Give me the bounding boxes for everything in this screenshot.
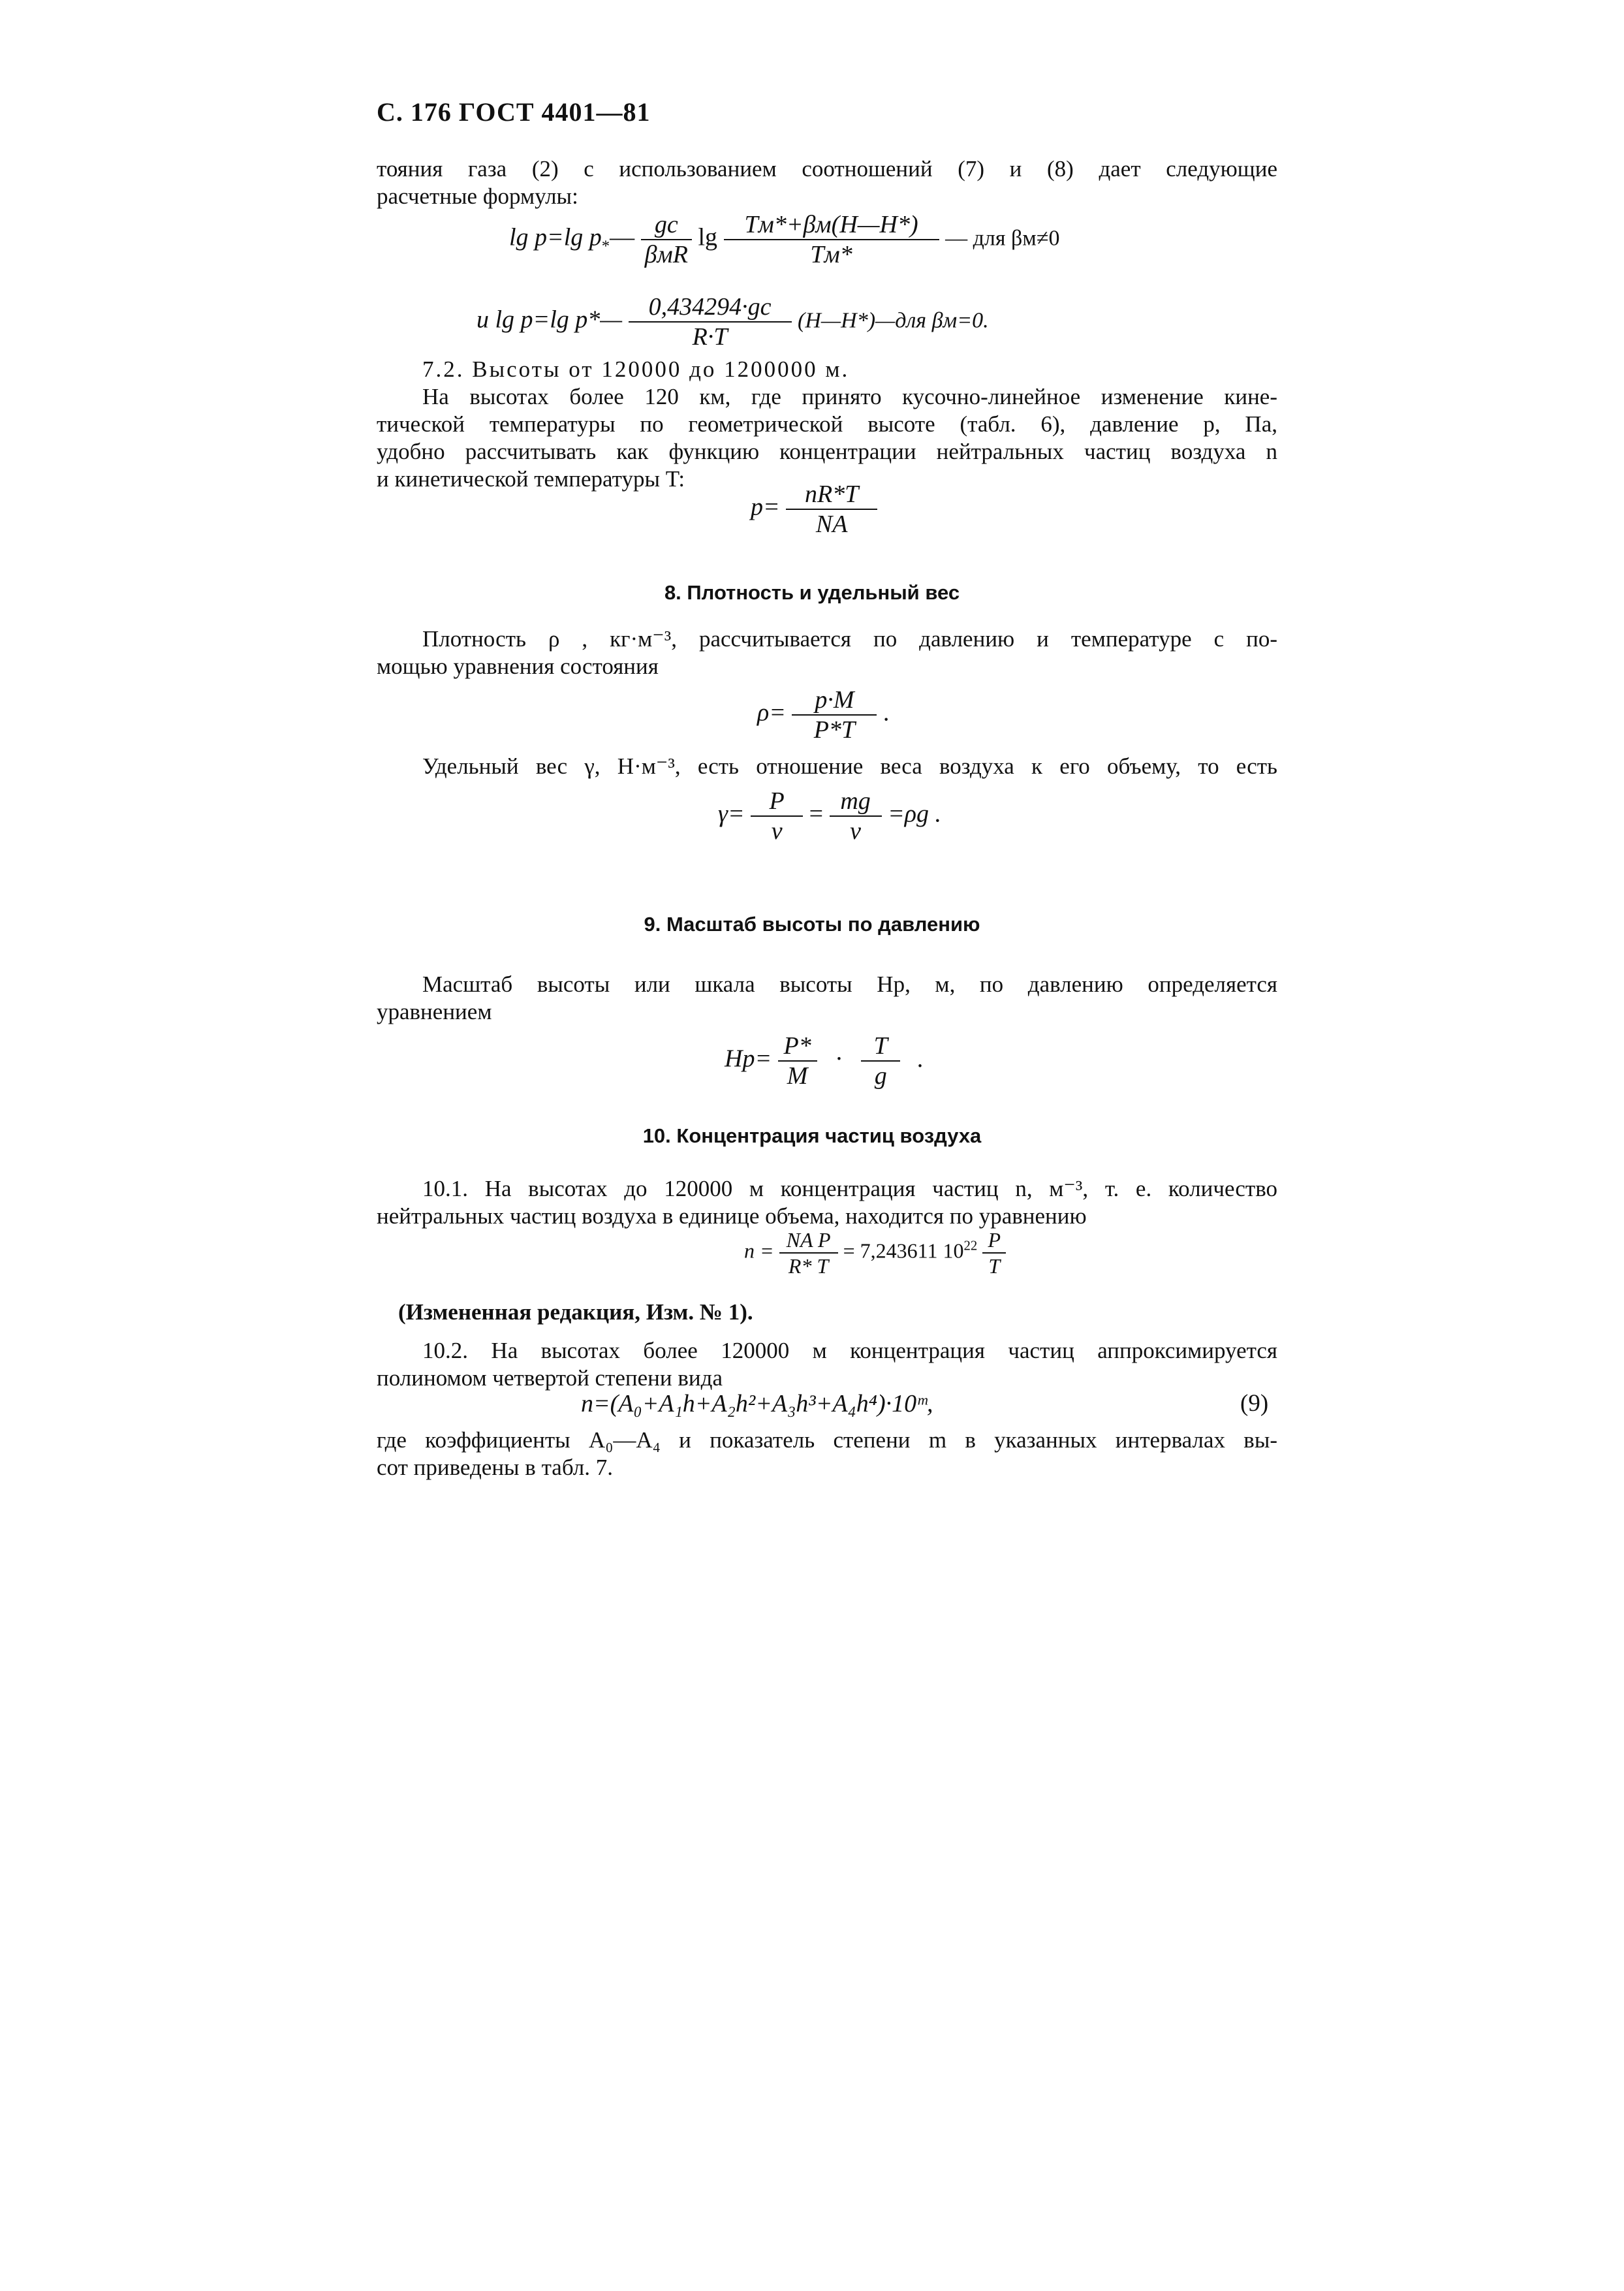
text-line: расчетные формулы: — [377, 183, 578, 209]
text-line: Удельный вес γ, Н·м⁻³, есть отношение веса воздуха к его объему, то есть — [422, 753, 1277, 779]
fraction-denominator: v — [850, 817, 861, 845]
text-line: На высотах более 120 км, где принято кусочно-линейное изменение кине- — [422, 384, 1277, 409]
formula-sub: * — [601, 237, 610, 255]
section-10-1-paragraph — [377, 1175, 1277, 1230]
fraction-numerator: P — [982, 1227, 1006, 1254]
formula-lhs: lg p=lg p — [509, 223, 602, 251]
fraction-denominator: T — [988, 1254, 1001, 1278]
formula-height-scale — [725, 1032, 923, 1090]
formula-lg-p-beta-zero — [476, 292, 989, 351]
fraction-numerator: Tм*+βм(H—H*) — [724, 210, 939, 240]
fraction — [982, 1227, 1006, 1278]
fraction-numerator: gc — [641, 210, 692, 240]
text-line: тической температуры по геометрической высоте (табл. 6), давление p, Па, — [377, 411, 1277, 437]
formula-equals: = — [809, 800, 824, 828]
text-line: удобно рассчитывать как функцию концентрации нейтральных частиц воздуха n — [377, 439, 1277, 464]
fraction — [792, 686, 877, 744]
formula-lhs: ρ= — [757, 699, 786, 727]
fraction-numerator: T — [861, 1032, 900, 1062]
page-header: С. 176 ГОСТ 4401—81 — [377, 97, 651, 127]
formula-9-polynomial: n=(A₀+A₁h+A₂h²+A₃h³+A₄h⁴)·10ᵐ, — [581, 1390, 933, 1417]
fraction-denominator: v — [771, 817, 783, 845]
section-10-2-paragraph-2 — [377, 1427, 1277, 1481]
fraction-numerator: P* — [778, 1032, 817, 1062]
fraction-numerator: NA P — [779, 1227, 838, 1254]
formula-density — [757, 686, 889, 744]
text-line: мощью уравнения состояния — [377, 654, 659, 679]
fraction — [830, 787, 882, 845]
text-line: нейтральных частиц воздуха в единице объема, находится по уравнению — [377, 1203, 1087, 1229]
fraction — [861, 1032, 900, 1090]
fraction — [786, 480, 877, 539]
amendment-note: (Измененная редакция, Изм. № 1). — [398, 1299, 753, 1325]
text-line: полиномом четвертой степени вида — [377, 1365, 723, 1391]
fraction — [641, 210, 692, 269]
formula-specific-weight — [718, 787, 941, 845]
formula-tail: . — [916, 1045, 924, 1073]
fraction — [629, 292, 792, 351]
fraction-numerator: p·M — [792, 686, 877, 716]
fraction — [751, 787, 803, 845]
section-8-paragraph-1 — [377, 625, 1277, 680]
fraction-denominator: R* T — [788, 1254, 829, 1278]
formula-constant: = 7,243611 10 — [843, 1239, 964, 1263]
intro-paragraph — [377, 155, 1277, 210]
fraction-numerator: mg — [830, 787, 882, 817]
fraction-denominator: g — [874, 1062, 887, 1090]
text-line: 10.2. На высотах более 120000 м концентрация частиц аппроксимируется — [422, 1338, 1277, 1363]
formula-concentration — [744, 1227, 1006, 1278]
text-line: Масштаб высоты или шкала высоты Hp, м, по давлению определяется — [422, 972, 1277, 997]
section-title-9: 9. Масштаб высоты по давлению — [644, 913, 980, 936]
formula-exponent: 22 — [963, 1238, 978, 1254]
section-title-10: 10. Концентрация частиц воздуха — [642, 1124, 982, 1147]
text-line: Плотность ρ , кг·м⁻³, рассчитывается по давлению и температуре с по- — [422, 626, 1277, 652]
equation-number: (9) — [1240, 1390, 1269, 1417]
section-8-paragraph-2 — [377, 753, 1277, 780]
fraction-denominator: M — [787, 1062, 808, 1090]
text-line: где коэффициенты A₀—A₄ и показатель степени m в указанных интервалах вы- — [377, 1427, 1277, 1453]
text-line: и кинетической температуры T: — [377, 466, 685, 492]
fraction — [779, 1227, 838, 1278]
formula-lhs: Hp= — [725, 1045, 772, 1073]
formula-lg: lg — [698, 223, 718, 251]
fraction-denominator: NA — [815, 511, 848, 538]
formula-dot: · — [835, 1045, 843, 1073]
text-line: тояния газа (2) с использованием соотношений (7) и (8) дает следующие — [377, 156, 1277, 182]
fraction-denominator: R·T — [692, 323, 728, 351]
formula-lg-p-beta-nonzero — [509, 210, 1059, 269]
text-line: 10.1. На высотах до 120000 м концентрация частиц n, м⁻³, т. е. количество — [422, 1176, 1277, 1201]
text-line: сот приведены в табл. 7. — [377, 1455, 613, 1480]
formula-lhs: γ= — [718, 800, 745, 828]
section-title-8: 8. Плотность и удельный вес — [664, 581, 960, 604]
section-10-2-paragraph — [377, 1337, 1277, 1392]
fraction-denominator: βмR — [644, 241, 688, 268]
fraction-numerator: 0,434294·gc — [629, 292, 792, 323]
formula-minus: — — [610, 223, 635, 251]
subsection-title: 7.2. Высоты от 120000 до 1200000 м. — [422, 356, 850, 382]
formula-lhs: n = — [744, 1239, 774, 1263]
fraction-numerator: P — [751, 787, 803, 817]
section-7-2 — [377, 356, 1277, 493]
formula-p-concentration — [751, 480, 877, 539]
formula-tail: =ρg . — [888, 800, 941, 828]
formula-tail: (H—H*)—для βм=0. — [798, 308, 989, 333]
fraction — [778, 1032, 817, 1090]
section-9-paragraph — [377, 971, 1277, 1026]
formula-lhs: и lg p=lg p*— — [476, 306, 623, 334]
formula-lhs: p= — [751, 493, 780, 521]
fraction-denominator: P*T — [813, 716, 856, 744]
fraction — [724, 210, 939, 269]
text-line: уравнением — [377, 999, 492, 1024]
formula-condition: — для βм≠0 — [945, 226, 1060, 251]
fraction-numerator: nR*T — [786, 480, 877, 510]
fraction-denominator: Tм* — [810, 241, 852, 268]
formula-tail: . — [882, 699, 890, 727]
